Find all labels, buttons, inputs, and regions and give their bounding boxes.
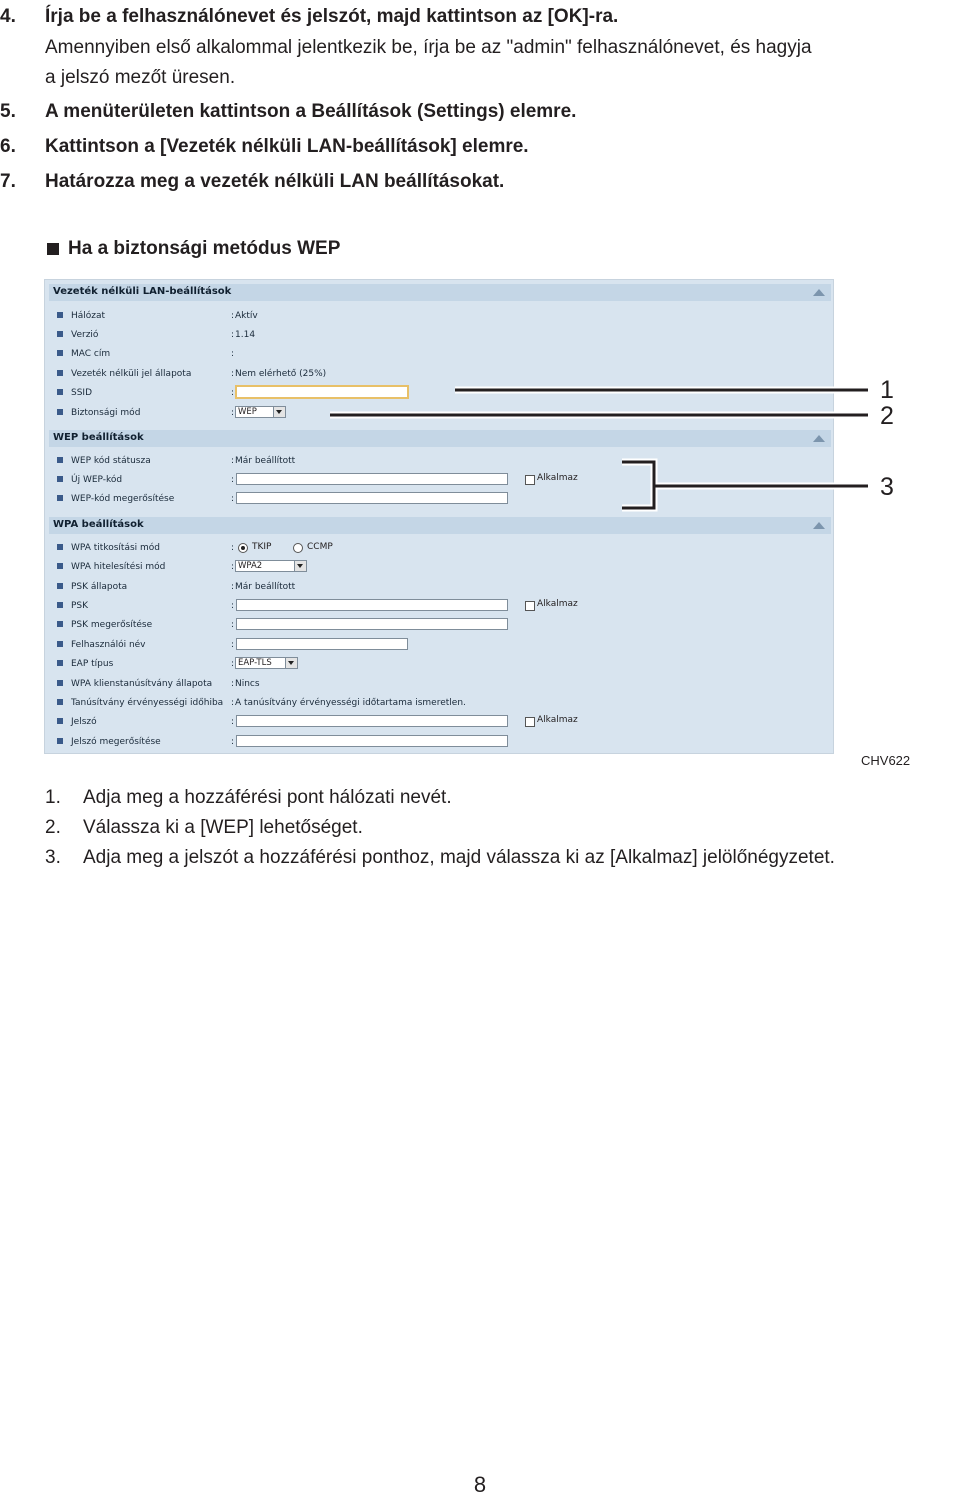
row-label: Verzió — [71, 330, 99, 340]
legend-text: Adja meg a jelszót a hozzáférési ponthoz, majd válassza ki az [Alkalmaz] jelölőnégyzetet. — [83, 847, 835, 868]
row-label: WPA hitelesítési mód — [71, 562, 166, 572]
row-value: Már beállított — [235, 582, 296, 592]
legend-number: 1. — [45, 787, 61, 808]
row-value: Nincs — [235, 679, 260, 689]
row-label: Biztonsági mód — [71, 408, 141, 418]
row-value: Már beállított — [235, 456, 296, 466]
security-mode-value: WEP — [238, 407, 257, 417]
legend-item-3 — [45, 846, 835, 870]
row-value: A tanúsítvány érvényességi időtartama ismeretlen. — [235, 698, 466, 708]
callout-2: 2 — [880, 402, 894, 430]
row-label: PSK megerősítése — [71, 620, 153, 630]
psk-apply-label: Alkalmaz — [537, 599, 578, 609]
step-text: Kattintson a [Vezeték nélküli LAN-beállítások] elemre. — [45, 136, 529, 157]
row-value: Aktív — [235, 311, 258, 321]
step-4-note-line-1: Amennyiben első alkalommal jelentkezik be, írja be az "admin" felhasználónevet, és hagyja — [45, 37, 812, 58]
eap-type-value: EAP-TLS — [238, 658, 272, 668]
row-label: Hálózat — [71, 311, 106, 321]
row-label: Jelszó megerősítése — [71, 737, 161, 747]
step-text: Határozza meg a vezeték nélküli LAN beállításokat. — [45, 171, 505, 192]
legend-number: 3. — [45, 847, 61, 868]
row-label: MAC cím — [71, 349, 111, 359]
legend-text: Adja meg a hozzáférési pont hálózati nevét. — [83, 787, 452, 808]
step-number: 5. — [0, 101, 16, 122]
wpa-auth-value: WPA2 — [238, 561, 263, 571]
wep-settings-title: WEP beállítások — [53, 432, 144, 443]
figure-code: CHV622 — [861, 753, 911, 768]
tkip-label: TKIP — [252, 542, 272, 552]
legend-item-2 — [45, 816, 363, 840]
step-number: 7. — [0, 171, 16, 192]
row-label: Felhasználói név — [71, 640, 146, 650]
wireless-lan-settings-panel: Vezeték nélküli LAN-beállítások Hálózat : Aktív Verzió : 1.14 MAC cím : Vezeték nélküli jel állapota : Nem elérhető (25%) SSID : Biztonsági mód : WEP WEP beállítások WEP kód státusza : Már beállított Új WEP-kód : Alkalmaz WEP-kód megerősítése : WPA beállítások WPA titkosítási mód : TKIP CCMP WPA hitelesítési mód : WPA2 PSK állapota : Már beállított PSK : Alkalmaz PSK megerősítése : Felhasználói név : EAP típus : EAP-TLS WPA klienstanúsítvány állapota : Nincs Tanúsítvány érvényességi időhiba : A tanúsítvány érvényességi időtartama ismeretlen. Jelszó : Alkalmaz Jelszó megerősítése : — [44, 279, 834, 754]
row-value: Nem elérhető (25%) — [235, 369, 327, 379]
legend-item-1 — [45, 786, 452, 810]
row-label: PSK — [71, 601, 89, 611]
page-number: 8 — [473, 1472, 487, 1497]
callout-3: 3 — [880, 473, 894, 501]
wlan-settings-title: Vezeték nélküli LAN-beállítások — [53, 286, 232, 297]
wep-apply-label: Alkalmaz — [537, 473, 578, 483]
row-label: WPA titkosítási mód — [71, 543, 160, 553]
wpa-settings-title: WPA beállítások — [53, 519, 144, 530]
row-value: 1.14 — [235, 330, 256, 340]
row-label: EAP típus — [71, 659, 114, 669]
step-text: A menüterületen kattintson a Beállítások (Settings) elemre. — [45, 101, 577, 122]
legend-number: 2. — [45, 817, 61, 838]
callout-1: 1 — [880, 376, 894, 404]
row-label: WPA klienstanúsítvány állapota — [71, 679, 213, 689]
row-label: Jelszó — [71, 717, 97, 727]
row-label: Vezeték nélküli jel állapota — [71, 369, 192, 379]
row-label: SSID — [71, 388, 93, 398]
step-number: 4. — [0, 6, 16, 27]
section-heading-text: Ha a biztonsági metódus WEP — [68, 238, 341, 259]
row-label: PSK állapota — [71, 582, 128, 592]
password-apply-label: Alkalmaz — [537, 715, 578, 725]
step-text: Írja be a felhasználónevet és jelszót, majd kattintson az [OK]-ra. — [45, 6, 619, 27]
row-label: WEP kód státusza — [71, 456, 151, 466]
legend-text: Válassza ki a [WEP] lehetőséget. — [83, 817, 363, 838]
step-4-note-line-2: a jelszó mezőt üresen. — [45, 67, 236, 88]
step-number: 6. — [0, 136, 16, 157]
row-label: WEP-kód megerősítése — [71, 494, 175, 504]
row-label: Tanúsítvány érvényességi időhiba — [71, 698, 224, 708]
ccmp-label: CCMP — [307, 542, 333, 552]
row-label: Új WEP-kód — [71, 475, 123, 485]
